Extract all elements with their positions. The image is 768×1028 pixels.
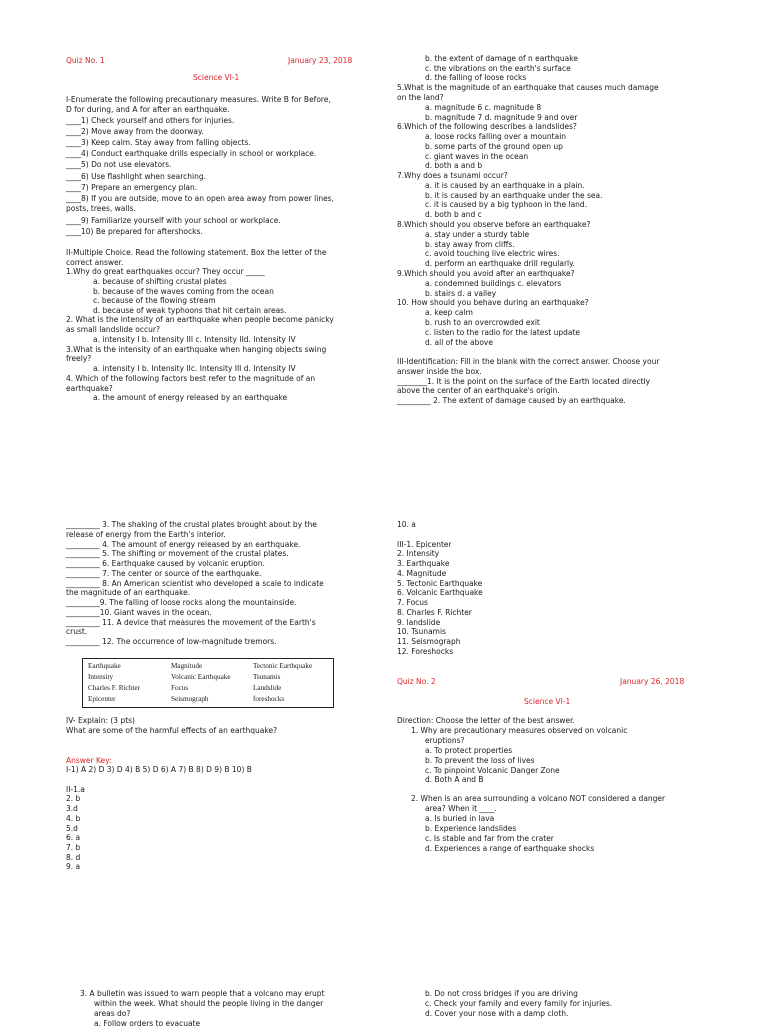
choice-cell: Seismograph	[171, 695, 209, 703]
answer-choices-box	[82, 658, 334, 708]
choice-cell: Epicenter	[88, 695, 116, 703]
part2-line: 1.Why do great earthquakes occur? They occur _____	[66, 267, 265, 276]
quiz2-question-line: c. To pinpoint Volcanic Danger Zone	[425, 766, 560, 775]
part2-line: 9.Which should you avoid after an earthquake?	[397, 269, 575, 278]
answer-key-item: 2. b	[66, 794, 81, 803]
quiz2-question-line: c. Is stable and far from the crater	[425, 834, 554, 843]
part2-line: c. avoid touching live electric wires.	[425, 249, 560, 258]
quiz2-question-line: area? When it ____.	[425, 804, 497, 813]
part2-instruction-line: correct answer.	[66, 258, 124, 267]
part3-item: _________ 3. The shaking of the crustal plates brought about by the	[66, 520, 317, 529]
quiz2-question-line: b. Do not cross bridges if you are driving	[425, 989, 578, 998]
part1-instruction-line: D for during, and A for after an earthquake.	[66, 105, 230, 114]
answer-key-part1: I-1) A 2) D 3) D 4) B 5) D 6) A 7) B 8) D 9) B 10) B	[66, 765, 252, 774]
part3-item: crust.	[66, 627, 88, 636]
part2-line: a. loose rocks falling over a mountain	[425, 132, 567, 141]
part2-line: b. stairs d. a valley	[425, 289, 497, 298]
quiz2-question-line: d. Cover your nose with a damp cloth.	[425, 1009, 569, 1018]
quiz1-title: Quiz No. 1	[66, 56, 105, 65]
quiz2-question-line: b. To prevent the loss of lives	[425, 756, 535, 765]
part2-line: c. giant waves in the ocean	[425, 152, 529, 161]
part2-line: b. rush to an overcrowded exit	[425, 318, 540, 327]
part3-instruction-line: answer inside the box.	[397, 367, 482, 376]
answer-key-item: 3. Earthquake	[397, 559, 450, 568]
quiz2-question-line: d. Both A and B	[425, 775, 484, 784]
quiz2-direction: Direction: Choose the letter of the best answer.	[397, 716, 575, 725]
answer-key-item: 5. Tectonic Earthquake	[397, 579, 483, 588]
quiz2-question-line: a. Follow orders to evacuate	[94, 1019, 201, 1028]
answer-key-item: III-1. Epicenter	[397, 540, 452, 549]
part2-line: c. it is caused by a big typhoon in the land.	[425, 200, 588, 209]
quiz2-subject: Science VI-1	[524, 697, 571, 706]
quiz2-question-line: 2. When is an area surrounding a volcano NOT considered a danger	[411, 794, 666, 803]
part3-item: _________ 4. The amount of energy released by an earthquake.	[66, 540, 301, 549]
part2-line: on the land?	[397, 93, 444, 102]
quiz2-question-line: b. Experience landslides	[425, 824, 517, 833]
answer-key-item: 4. Magnitude	[397, 569, 447, 578]
answer-key-item: 5.d	[66, 824, 78, 833]
part1-item: ____2) Move away from the doorway.	[66, 127, 204, 136]
part1-item: posts, trees, walls.	[66, 204, 136, 213]
part1-item: ____3) Keep calm. Stay away from falling objects.	[66, 138, 251, 147]
part1-instruction-line: I-Enumerate the following precautionary measures. Write B for Before,	[66, 95, 331, 104]
part2-line: d. perform an earthquake drill regularly.	[425, 259, 575, 268]
quiz2-question-line: eruptions?	[425, 736, 465, 745]
answer-key-item: 7. b	[66, 843, 81, 852]
answer-key-item: 12. Foreshocks	[397, 647, 454, 656]
answer-key-item: 4. b	[66, 814, 81, 823]
quiz2-question-line: 3. A bulletin was issued to warn people that a volcano may erupt	[80, 989, 325, 998]
part3-item: ________1. It is the point on the surface of the Earth located directly	[397, 377, 651, 386]
part1-item: ____5) Do not use elevators.	[66, 160, 172, 169]
part2-line: a. condemned buildings c. elevators	[425, 279, 562, 288]
choice-cell: Focus	[171, 684, 189, 692]
part1-item: ____4) Conduct earthquake drills especially in school or workplace.	[66, 149, 317, 158]
part2-line: a. it is caused by an earthquake in a plain.	[425, 181, 585, 190]
part2-line: a. the amount of energy released by an earthquake	[93, 393, 288, 402]
part2-line: 3.What is the intensity of an earthquake when hanging objects swing	[66, 345, 327, 354]
part3-item: _________ 12. The occurrence of low-magnitude tremors.	[66, 637, 277, 646]
part2-line: 8.Which should you observe before an earthquake?	[397, 220, 591, 229]
part2-line: d. both a and b	[425, 161, 483, 170]
part2-line: c. the vibrations on the earth's surface	[425, 64, 571, 73]
part2-line: a. because of shifting crustal plates	[93, 277, 227, 286]
part3-item: _________ 8. An American scientist who developed a scale to indicate	[66, 579, 324, 588]
part2-line: b. it is caused by an earthquake under the sea.	[425, 191, 603, 200]
answer-key-item: 8. d	[66, 853, 81, 862]
part2-line: 2. What is the intensity of an earthquake when people become panicky	[66, 315, 334, 324]
part3-item: _________10. Giant waves in the ocean.	[66, 608, 212, 617]
part2-line: 6.Which of the following describes a landslides?	[397, 122, 577, 131]
part3-instruction-line: III-Identification: Fill in the blank with the correct answer. Choose your	[397, 357, 660, 366]
part4-title: IV- Explain: (3 pts)	[66, 716, 135, 725]
choice-cell: Magnitude	[171, 662, 203, 670]
answer-key-title: Answer Key:	[66, 756, 112, 765]
part3-item: _________ 5. The shifting or movement of the crustal plates.	[66, 549, 289, 558]
part3-item: above the center of an earthquake's origin.	[397, 386, 560, 395]
answer-key-item: 7. Focus	[397, 598, 428, 607]
quiz2-date: January 26, 2018	[620, 677, 685, 686]
part2-line: a. stay under a sturdy table	[425, 230, 530, 239]
answer-key-item: 11. Seismograph	[397, 637, 461, 646]
choice-cell: Intensity	[88, 673, 114, 681]
part2-line: b. because of the waves coming from the ocean	[93, 287, 274, 296]
part2-line: c. because of the flowing stream	[93, 296, 216, 305]
part2-line: d. all of the above	[425, 338, 493, 347]
quiz2-title: Quiz No. 2	[397, 677, 436, 686]
part2-line: 10. How should you behave during an earthquake?	[397, 298, 589, 307]
part2-line: a. intensity I b. Intensity III c. Intensity IId. Intensity IV	[93, 335, 296, 344]
part3-item: release of energy from the Earth's interior.	[66, 530, 226, 539]
answer-key-item: 6. a	[66, 833, 81, 842]
part2-instruction-line: II-Multiple Choice. Read the following statement. Box the letter of the	[66, 248, 327, 257]
part3-item: _________ 11. A device that measures the movement of the Earth's	[66, 618, 316, 627]
answer-key-item: 3.d	[66, 804, 78, 813]
choice-cell: Volcanic Earthquake	[171, 673, 231, 681]
quiz2-question-line: within the week. What should the people living in the danger	[94, 999, 324, 1008]
part2-line: earthquake?	[66, 384, 113, 393]
quiz2-question-line: a. Is buried in lava	[425, 814, 495, 823]
part3-item: _________ 6. Earthquake caused by volcanic eruption.	[66, 559, 265, 568]
part2-line: a. magnitude 6 c. magnitude 8	[425, 103, 542, 112]
part1-item: ____8) If you are outside, move to an open area away from power lines,	[66, 194, 334, 203]
part3-item: _________ 2. The extent of damage caused by an earthquake.	[397, 396, 626, 405]
choice-cell: Tsunamis	[253, 673, 281, 681]
part1-item: ____9) Familiarize yourself with your school or workplace.	[66, 216, 281, 225]
part2-line: b. magnitude 7 d. magnitude 9 and over	[425, 113, 578, 122]
part2-line: 5.What is the magnitude of an earthquake that causes much damage	[397, 83, 659, 92]
quiz2-question-line: areas do?	[94, 1009, 131, 1018]
part2-line: b. some parts of the ground open up	[425, 142, 563, 151]
part1-item: ____1) Check yourself and others for injuries.	[66, 116, 235, 125]
part2-line: b. stay away from cliffs.	[425, 240, 515, 249]
part3-item: the magnitude of an earthquake.	[66, 588, 191, 597]
part1-item: ____7) Prepare an emergency plan.	[66, 183, 198, 192]
choice-cell: foreshocks	[253, 695, 285, 703]
part1-item: ____10) Be prepared for aftershocks.	[66, 227, 203, 236]
quiz1-subject: Science VI-1	[193, 73, 240, 82]
quiz1-date: January 23, 2018	[288, 56, 353, 65]
answer-key-item: 10. Tsunamis	[397, 627, 446, 636]
choice-cell: Landslide	[253, 684, 282, 692]
quiz2-question-line: d. Experiences a range of earthquake shocks	[425, 844, 595, 853]
part2-line: 7.Why does a tsunami occur?	[397, 171, 508, 180]
answer-key-item: 2. Intensity	[397, 549, 440, 558]
part2-line: as small landslide occur?	[66, 325, 160, 334]
part2-line: d. both b and c	[425, 210, 482, 219]
answer-key-item: 8. Charles F. Richter	[397, 608, 472, 617]
part2-line: 4. Which of the following factors best refer to the magnitude of an	[66, 374, 316, 383]
part2-line: freely?	[66, 354, 92, 363]
quiz2-question-line: 1. Why are precautionary measures observed on volcanic	[411, 726, 628, 735]
part2-line: d. the falling of loose rocks	[425, 73, 527, 82]
part3-item: _________9. The falling of loose rocks along the mountainside.	[66, 598, 297, 607]
choice-cell: Charles F. Richter	[88, 684, 140, 692]
part3-item: _________ 7. The center or source of the earthquake.	[66, 569, 262, 578]
part2-line: d. because of weak typhoons that hit certain areas.	[93, 306, 287, 315]
part4-question: What are some of the harmful effects of an earthquake?	[66, 726, 278, 735]
part2-line: a. intensity I b. Intensity IIc. Intensity III d. Intensity IV	[93, 364, 296, 373]
answer-key-item: 9. landslide	[397, 618, 441, 627]
quiz2-question-line: c. Check your family and every family for injuries.	[425, 999, 613, 1008]
part1-item: ____6) Use flashlight when searching.	[66, 172, 206, 181]
answer-key-item: 10. a	[397, 520, 416, 529]
part2-line: b. the extent of damage of n earthquake	[425, 54, 578, 63]
answer-key-item: 6. Volcanic Earthquake	[397, 588, 483, 597]
part2-line: a. keep calm	[425, 308, 473, 317]
choice-cell: Earthquake	[88, 662, 121, 670]
answer-key-item: 9. a	[66, 862, 81, 871]
part2-line: c. listen to the radio for the latest update	[425, 328, 581, 337]
choice-cell: Tectonic Earthquake	[253, 662, 313, 670]
quiz2-question-line: a. To protect properties	[425, 746, 513, 755]
answer-key-item: II-1.a	[66, 785, 85, 794]
